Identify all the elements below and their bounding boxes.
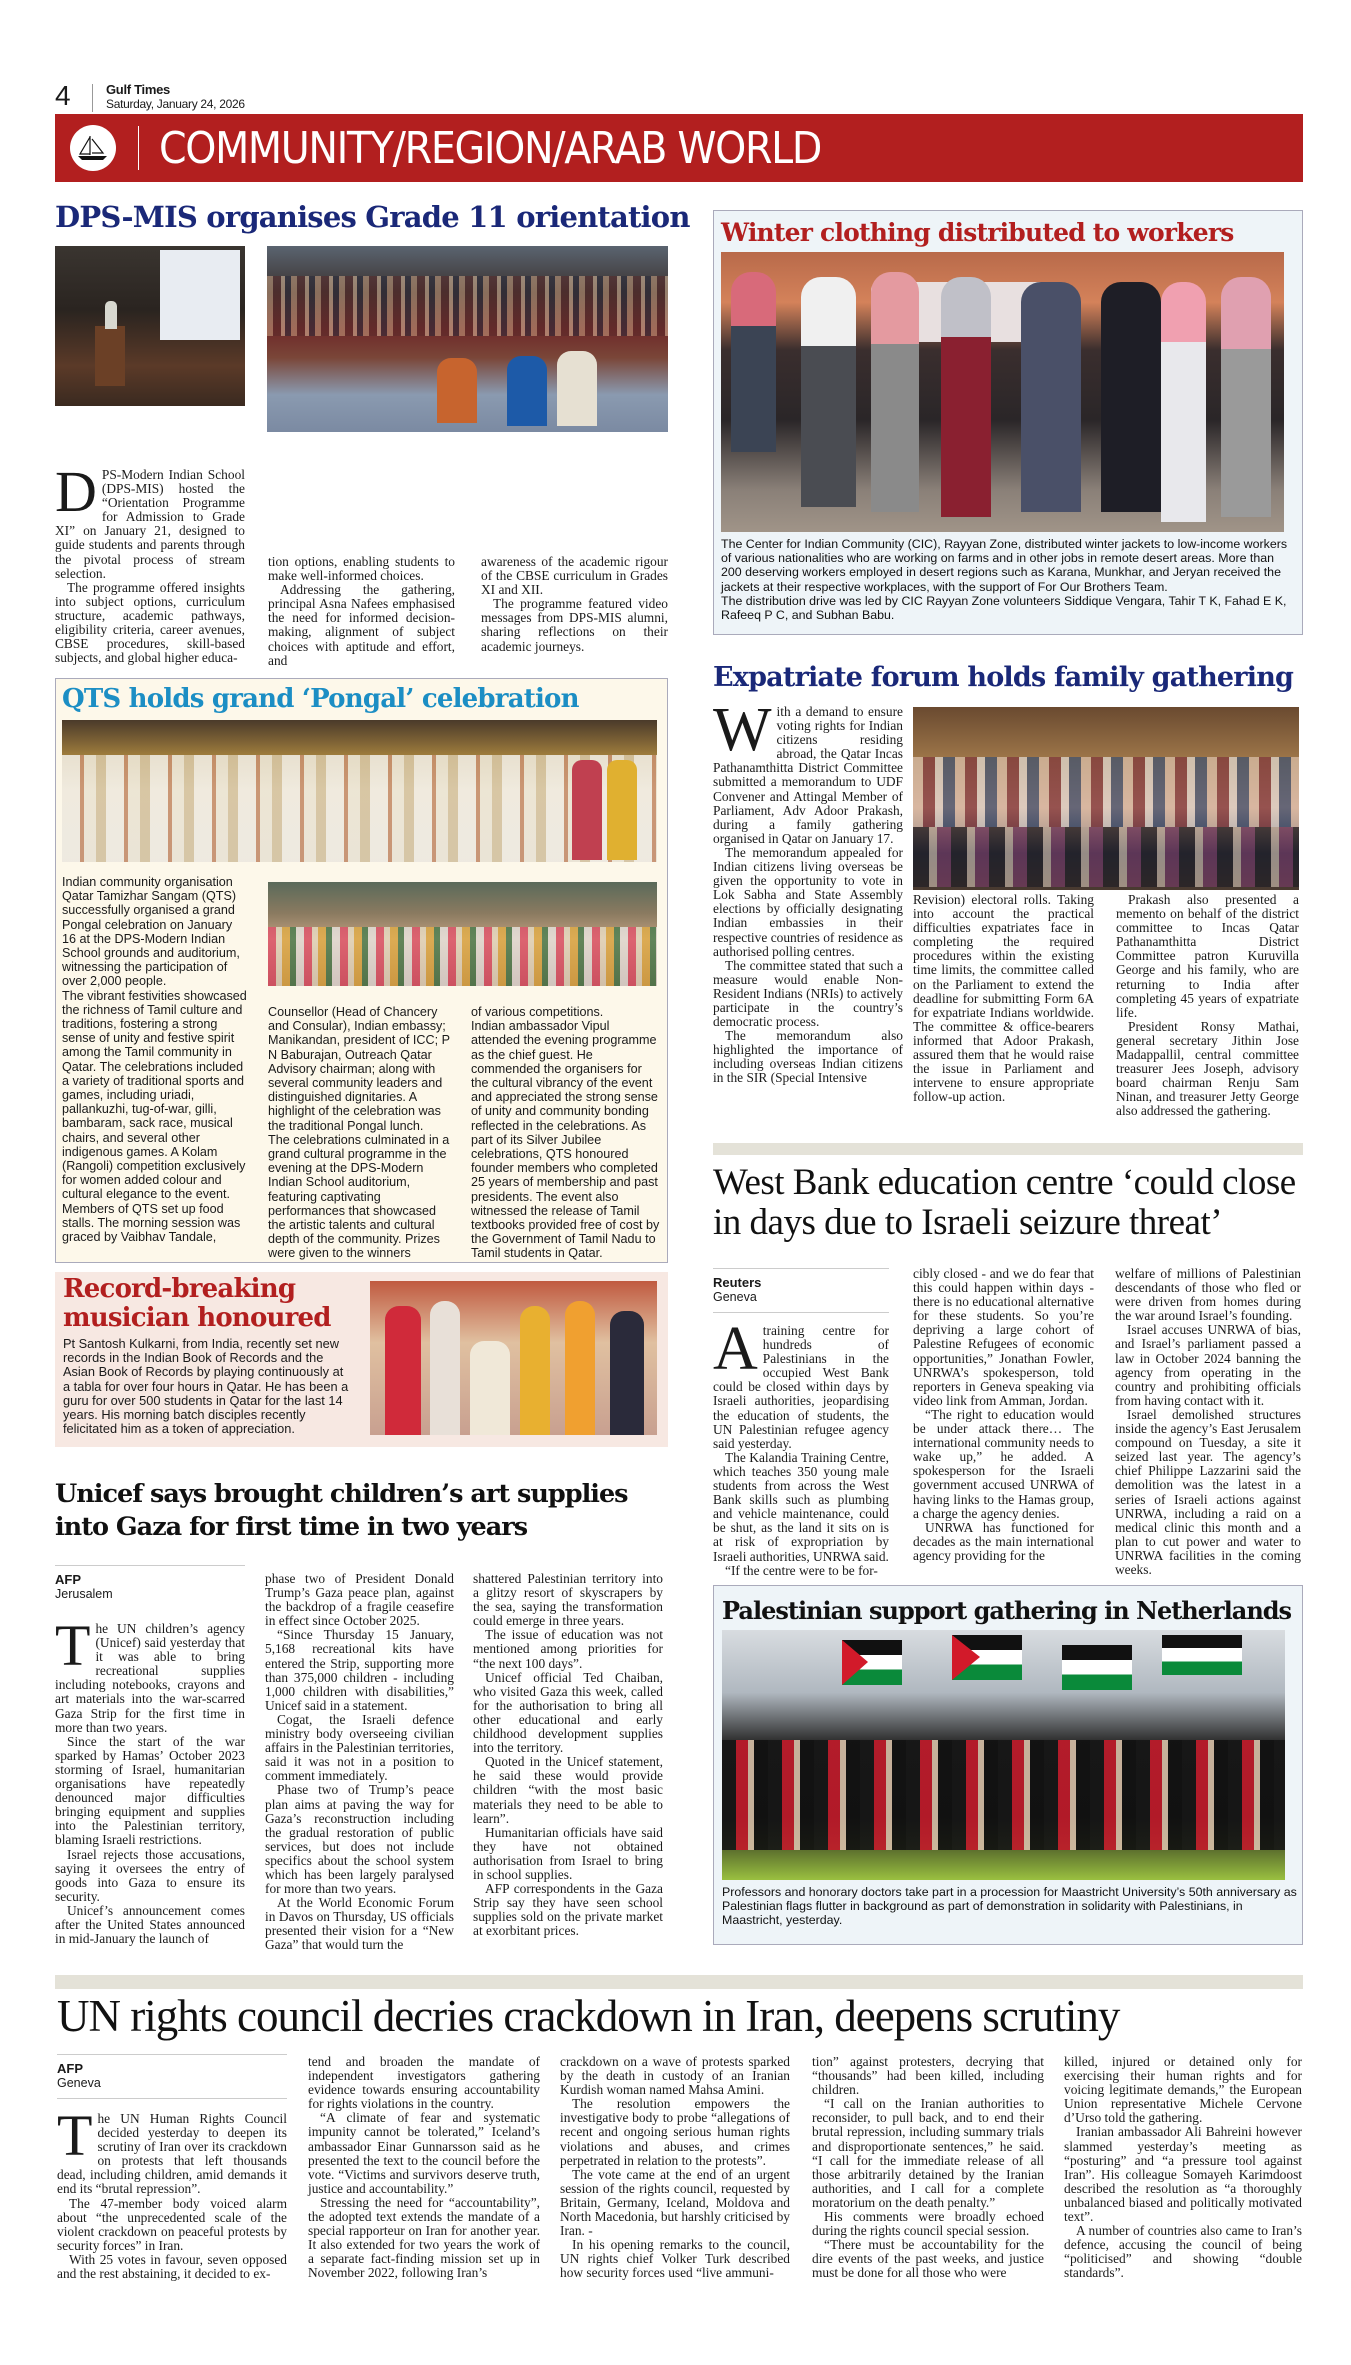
paragraph: At the World Economic Forum in Davos on Thursday, US officials presented their vision for a “New Gaza” that would turn the bbox=[265, 1895, 454, 1953]
paragraph: The UN children’s agency (Unicef) said yesterday that it was able to bring recreational supplies including notebooks, crayons and art materials into the war-scarred Gaza Strip for the first time in more than two years. bbox=[55, 1613, 245, 1735]
westbank-headline: West Bank education centre ‘could close in days due to Israeli seizure threat’ bbox=[713, 1162, 1296, 1243]
paragraph: Indian community organisation Qatar Tamizhar Sangam (QTS) successfully organised a grand Pongal celebration on January 16 at the DPS-Modern Indian School grounds and auditorium, witnessing the participation of over 2,000 people. bbox=[62, 875, 240, 989]
paragraph: Iranian ambassador Ali Bahreini however slammed yesterday’s meeting as “posturing” and “a pressure tool against Iran”. His colleague Somayeh Karimdoost described the resolution as “a thoroughly unbalanced biased and politically motivated text”. bbox=[1064, 2124, 1302, 2225]
paragraph: Revision) electoral rolls. Taking into account the practical difficulties expatriates face in completing the required procedures within the existing time limits, the committee called on the Parliament to extend the deadline for submitting Form 6A for expatriate Indians worldwide. The committee & office-bearers informed that Adoor Prakash, assured them that he would raise the issue in Parliament and intervene to ensure appropriate follow-up action. bbox=[913, 892, 1094, 1105]
winter-workers-photo bbox=[721, 252, 1284, 532]
westbank-body-col1 bbox=[713, 1315, 889, 1578]
divider bbox=[55, 1975, 1303, 1989]
westbank-byline bbox=[713, 1268, 889, 1313]
paragraph: “There must be accountability for the dire events of the past weeks, and justice must be done for all those who were bbox=[812, 2237, 1044, 2281]
paragraph: Unicef’s announcement comes after the United States announced in mid-January the launch of bbox=[55, 1902, 245, 1947]
paragraph: The UN Human Rights Council decided yesterday to deepen its scrutiny of Iran over its crackdown on protests that left thousands dead, including children, amid demands it end its “brutal repression”. bbox=[57, 2103, 287, 2197]
paragraph: killed, injured or detained only for exercising their human rights and for voicing legitimate demands,” the European Union representative Michele Cervone d’Urso told the gathering. bbox=[1064, 2054, 1302, 2126]
page-number: 4 bbox=[55, 80, 71, 111]
paragraph: crackdown on a wave of protests sparked by the death in custody of an Iranian Kurdish woman named Mahsa Amini. bbox=[560, 2054, 790, 2098]
paragraph: Israel rejects those accusations, saying it oversees the entry of goods into Gaza to ensure its security. bbox=[55, 1846, 245, 1904]
paragraph: shattered Palestinian territory into a glitzy resort of skyscrapers by the sea, saying the transformation could emerge in three years. bbox=[473, 1571, 663, 1629]
westbank-body-col3 bbox=[1115, 1267, 1301, 1577]
drop-cap: T bbox=[57, 2103, 93, 2168]
paragraph: “I call on the Iranian authorities to reconsider, to pull back, and to end their brutal repression, including summary trials and disproportionate sentences,” he said. “I call for the immediate release of all those arbitrarily detained by the Iranian authorities, and I call for a complete moratorium on the death penalty.” bbox=[812, 2096, 1044, 2210]
paragraph: The vote came at the end of an urgent session of the rights council, requested by Britain, Germany, Iceland, Moldova and North Macedonia, but harshly criticised by Iran. - bbox=[560, 2166, 790, 2239]
paragraph: The issue of education was not mentioned among priorities for “the next 100 days”. bbox=[473, 1627, 663, 1671]
qts-body-col2 bbox=[268, 1005, 453, 1261]
divider bbox=[713, 1143, 1303, 1155]
paragraph: With a demand to ensure voting rights for Indian citizens residing abroad, the Qatar Incas Pathanamthitta District Committee submitted a memorandum to UDF Convener and Attingal Member of Parliament, Adv Adoor Prakash, during a family gathering organised in Qatar on January 17. bbox=[713, 696, 903, 846]
paragraph: A training centre for hundreds of Palestinians in the occupied West Bank could be closed within days by Israeli authorities, jeopardising the education of students, the UN Palestinian refugee agency said yesterday. bbox=[713, 1315, 889, 1451]
paragraph: President Ronsy Mathai, general secretary Jithin Jose Madappallil, central committee treasurer Jees Joseph, advisory board chairman Renju Sam Ninan, and treasurer Jetty George also addressed the gathering. bbox=[1116, 1018, 1299, 1119]
paragraph: The 47-member body voiced alarm about “the unprecedented scale of the violent crackdown on peaceful protests by security forces” in Iran. bbox=[57, 2195, 287, 2253]
un-body-col4 bbox=[812, 2055, 1044, 2281]
publication-name: Gulf Times bbox=[106, 82, 170, 97]
paragraph: tion options, enabling students to make well-informed choices. bbox=[268, 554, 455, 584]
qts-audience-photo bbox=[268, 882, 657, 986]
paragraph: The distribution drive was led by CIC Rayyan Zone volunteers Siddique Vengara, Tahir T K, Fahad E K, Rafeeq P C, and Subhan Babu. bbox=[721, 593, 1287, 623]
paragraph: Cogat, the Israeli defence ministry body overseeing civilian affairs in the Palestinian territories, said it was not in a position to comment immediately. bbox=[265, 1711, 454, 1784]
winter-caption bbox=[721, 537, 1296, 622]
record-body bbox=[63, 1337, 353, 1436]
unicef-body-col2 bbox=[265, 1572, 454, 1953]
palestine-headline: Palestinian support gathering in Netherlands bbox=[722, 1596, 1292, 1625]
expat-body-col1 bbox=[713, 696, 903, 1086]
paragraph: “If the centre were to be for- bbox=[725, 1562, 878, 1578]
paragraph: Israel demolished structures inside the agency’s East Jerusalem compound on Tuesday, a site it seized last year. The agency’s chief Philippe Lazzarini said the demolition was the latest in a series of Israeli actions against UNRWA, including a raid on a medical clinic this month and a plan to cut power and water to UNRWA facilities in the coming weeks. bbox=[1115, 1406, 1301, 1577]
unicef-byline bbox=[55, 1565, 245, 1609]
paragraph: DPS-Modern Indian School (DPS-MIS) hosted the “Orientation Programme for Admission to Grade XI” on January 21, designed to guide students and parents through the pivotal process of stream selection. bbox=[55, 459, 245, 581]
unicef-body-col1 bbox=[55, 1613, 245, 1947]
dps-headline: DPS-MIS organises Grade 11 orientation bbox=[55, 200, 690, 234]
dps-body-col1 bbox=[55, 459, 245, 666]
record-headline: Record-breaking musician honoured bbox=[63, 1274, 331, 1333]
paragraph: The Kalandia Training Centre, which teaches 350 young male students from across the West Bank skills such as plumbing and vehicle maintenance, could be shut, as the land it sits on is at risk of expropriation by Israeli authorities, UNRWA said. bbox=[713, 1449, 889, 1564]
dps-stage-photo bbox=[55, 246, 245, 406]
byline-location: Geneva bbox=[713, 1290, 757, 1304]
paragraph: His comments were broadly echoed during the rights council special session. bbox=[812, 2209, 1044, 2239]
paragraph: Prakash also presented a memento on behalf of the district committee to Incas Qatar Pathanamthitta District Committee patron Kuruvilla George and his family, who are returning to India after completing 45 years of expatriate life. bbox=[1116, 892, 1299, 1020]
expat-headline: Expatriate forum holds family gathering bbox=[713, 662, 1294, 693]
paragraph: Stressing the need for “accountability”, the adopted text extends the mandate of a special rapporteur on Iran for another year. It also extended for two years the work of a separate fact-finding mission set up in November 2022, following Iran’s bbox=[308, 2194, 540, 2281]
dhow-logo-icon bbox=[70, 125, 116, 171]
paragraph: Unicef official Ted Chaiban, who visited Gaza this week, called for the authorisation to bring all other educational and early childhood development supplies into the territory. bbox=[473, 1669, 663, 1756]
paragraph: welfare of millions of Palestinian descendants of those who fled or were driven from homes during the war around Israel’s founding. bbox=[1115, 1266, 1301, 1324]
paragraph: cibly closed - and we do fear that this could happen within days - there is no educational alternative for these students. So you’re depriving a large cohort of Palestine Refugees of economic opportunities,” Jonathan Fowler, UNRWA’s spokesperson, told reporters in Geneva speaking via video link from Amman, Jordan. bbox=[913, 1266, 1094, 1408]
divider bbox=[138, 126, 139, 170]
paragraph: Addressing the gathering, principal Asna Nafees emphasised the need for informed decision-making, alignment of subject choices with aptitude and effort, and bbox=[268, 582, 455, 668]
paragraph: Quoted in the Unicef statement, he said these would provide children “with the most basic materials they need to be able to learn”. bbox=[473, 1754, 663, 1826]
paragraph: The resolution empowers the investigative body to probe “allegations of recent and ongoing serious human rights violations and abuses, and crimes perpetrated in relation to the protests”. bbox=[560, 2096, 790, 2168]
un-byline bbox=[57, 2054, 287, 2099]
paragraph: The committee stated that such a measure would enable Non-Resident Indians (NRIs) to actively participate in the country’s democratic process. bbox=[713, 957, 903, 1030]
dps-body-col3 bbox=[481, 555, 668, 654]
byline-location: Geneva bbox=[57, 2076, 101, 2090]
paragraph: Indian ambassador Vipul attended the evening programme as the chief guest. He commended the organisers for the cultural vibrancy of the event and appreciated the strong sense of unity and community bonding reflected in the celebrations. As part of its Silver Jubilee celebrations, QTS honoured founder members who completed 25 years of membership and past presidents. The event also witnessed the release of Tamil textbooks provided free of cost by the Government of Tamil Nadu to Tamil students in Qatar. bbox=[471, 1019, 660, 1261]
unicef-body-col3 bbox=[473, 1572, 663, 1938]
byline-agency: Reuters bbox=[713, 1275, 762, 1290]
section-title: COMMUNITY/REGION/ARAB WORLD bbox=[159, 122, 821, 174]
dps-audience-photo bbox=[267, 246, 668, 432]
un-headline: UN rights council decries crackdown in Iran, deepens scrutiny bbox=[57, 1991, 1120, 2041]
un-body-col5 bbox=[1064, 2055, 1302, 2281]
qts-headline: QTS holds grand ‘Pongal’ celebration bbox=[62, 684, 579, 714]
paragraph: awareness of the academic rigour of the CBSE curriculum in Grades XI and XII. bbox=[481, 554, 668, 598]
divider bbox=[92, 84, 93, 112]
drop-cap: T bbox=[55, 1613, 91, 1678]
unicef-headline: Unicef says brought children’s art supplies into Gaza for first time in two years bbox=[55, 1479, 628, 1542]
paragraph: In his opening remarks to the council, UN rights chief Volker Turk described how security forces used “live ammuni- bbox=[560, 2237, 790, 2281]
paragraph: AFP correspondents in the Gaza Strip say they have seen school supplies sold on the private market at exorbitant prices. bbox=[473, 1881, 663, 1939]
paragraph: “The right to education would be under attack there… The international community needs to wake up,” he added. A spokesperson for the Israeli government accused UNRWA of having links to the Hamas group, a charge the agency denies. bbox=[913, 1406, 1094, 1521]
paragraph: Phase two of Trump’s peace plan aims at paving the way for Gaza’s reconstruction including the gradual restoration of public services, but does not include specifics about the school system which has been largely paralysed for more than two years. bbox=[265, 1782, 454, 1897]
drop-cap: W bbox=[713, 696, 772, 764]
paragraph: “Since Thursday 15 January, 5,168 recreational kits have entered the Strip, supporting more than 375,000 children - including 1,000 children with disabilities,” Unicef said in a statement. bbox=[265, 1627, 454, 1713]
paragraph: A number of countries also came to Iran’s defence, accusing the council of being “politicised” and showing “double standards”. bbox=[1064, 2223, 1302, 2281]
un-body-col2 bbox=[308, 2055, 540, 2281]
byline-agency: AFP bbox=[55, 1572, 81, 1587]
expat-body-col2 bbox=[913, 893, 1094, 1104]
paragraph: The celebrations culminated in a grand cultural programme in the evening at the DPS-Modern Indian School auditorium, featuring captivating performances that showcased the artistic talents and cultural depth of the community. Prizes were given to the winners bbox=[268, 1132, 450, 1261]
paragraph: tend and broaden the mandate of independent investigators gathering evidence towards ensuring accountability for rights violations in the country. bbox=[308, 2054, 540, 2112]
paragraph: “A climate of fear and systematic impunity cannot be tolerated,” Iceland’s ambassador Einar Gunnarsson said as he presented the text to the council before the vote. “Victims and survivors deserve truth, justice and accountability.” bbox=[308, 2110, 540, 2196]
paragraph: With 25 votes in favour, seven opposed and the rest abstaining, it decided to ex- bbox=[57, 2251, 287, 2282]
paragraph: Humanitarian officials have said they have not obtained authorisation from Israel to bring in school supplies. bbox=[473, 1824, 663, 1882]
paragraph: Israel accuses UNRWA of bias, and Israel’s parliament passed a law in October 2024 banning the agency from operating in the country and prohibiting officials from having contact with it. bbox=[1115, 1322, 1301, 1408]
qts-stage-photo bbox=[62, 720, 657, 862]
paragraph: phase two of President Donald Trump’s Gaza peace plan, against the backdrop of a fragile ceasefire in effect since October 2025. bbox=[265, 1571, 454, 1629]
expat-group-photo bbox=[913, 707, 1299, 890]
paragraph: The Center for Indian Community (CIC), Rayyan Zone, distributed winter jackets to low-income workers of various nationalities who are working on farms and in other jobs in remote desert areas. More than 200 deserving workers employed in desert regions such as Karana, Munkhar, and Jeryan received the jackets at their respective workplaces, with the support of For Our Brothers Team. bbox=[721, 537, 1288, 594]
winter-headline: Winter clothing distributed to workers bbox=[721, 218, 1234, 247]
paragraph: Pt Santosh Kulkarni, from India, recently set new records in the Indian Book of Records and the Asian Book of Records by playing continuously at a tabla for over four hours in Qatar. He has been a guru for over 500 students in Qatar for the last 14 years. His morning batch disciples recently felicitated him as a token of appreciation. bbox=[63, 1336, 349, 1437]
paragraph: The memorandum appealed for Indian citizens living overseas be given the opportunity to vote in Lok Sabha and State Assembly elections by officially designating Indian embassies in their respective countries of residence as authorised polling centres. bbox=[713, 844, 903, 959]
un-body-col3 bbox=[560, 2055, 790, 2281]
paragraph: The programme featured video messages from DPS-MIS alumni, sharing reflections on their academic journeys. bbox=[481, 596, 668, 654]
expat-body-col3 bbox=[1116, 893, 1299, 1119]
paragraph: of various competitions. bbox=[471, 1005, 604, 1019]
drop-cap: D bbox=[55, 459, 97, 524]
record-musician-photo bbox=[370, 1281, 657, 1435]
paragraph: The programme offered insights into subject options, curriculum structure, academic pathways, eligibility criteria, career avenues, CBSE procedures, skill-based subjects, and global higher educa- bbox=[55, 579, 245, 666]
byline-agency: AFP bbox=[57, 2061, 83, 2076]
paragraph: tion” against protesters, decrying that “thousands” had been killed, including children. bbox=[812, 2054, 1044, 2098]
westbank-body-col2 bbox=[913, 1267, 1094, 1563]
paragraph: Counsellor (Head of Chancery and Consular), Indian embassy; Manikandan, president of ICC; P N Baburajan, Outreach Qatar Advisory chairman; along with several community leaders and distinguished dignitaries. A highlight of the celebration was the traditional Pongal lunch. bbox=[268, 1005, 450, 1133]
un-body-col1 bbox=[57, 2103, 287, 2282]
dps-body-col2 bbox=[268, 555, 455, 668]
byline-location: Jerusalem bbox=[55, 1587, 113, 1601]
drop-cap: A bbox=[713, 1315, 758, 1383]
palestine-caption: Professors and honorary doctors take part in a procession for Maastricht University’s 50th anniversary as Palestinian flags flutter in background as part of demonstration in solidarity with Palestinians, in Maastricht, yesterday. bbox=[722, 1885, 1297, 1928]
palestine-procession-photo bbox=[722, 1630, 1285, 1880]
section-banner bbox=[55, 114, 1303, 182]
paragraph: The memorandum also highlighted the importance of including overseas Indian citizens in the SIR (Special Intensive bbox=[713, 1028, 903, 1086]
publication-date: Saturday, January 24, 2026 bbox=[106, 97, 245, 111]
paragraph: UNRWA has functioned for decades as the main international agency providing for the bbox=[913, 1519, 1094, 1563]
paragraph: Since the start of the war sparked by Hamas’ October 2023 storming of Israel, humanitarian organisations have repeatedly denounced major difficulties bringing equipment and supplies into the Palestinian territory, blaming Israeli restrictions. bbox=[55, 1733, 245, 1848]
qts-body-col1 bbox=[62, 875, 247, 1244]
paragraph: The vibrant festivities showcased the richness of Tamil culture and traditions, fostering a strong sense of unity and festive spirit among the Tamil community in Qatar. The celebrations included a variety of traditional sports and games, including uriadi, pallankuzhi, tug-of-war, gilli, bambaram, sack race, musical chairs, and several other indigenous games. A Kolam (Rangoli) competition exclusively for women added colour and cultural elegance to the event. Members of QTS set up food stalls. The morning session was graced by Vaibhav Tandale, bbox=[62, 988, 247, 1245]
qts-body-col3 bbox=[471, 1005, 661, 1261]
